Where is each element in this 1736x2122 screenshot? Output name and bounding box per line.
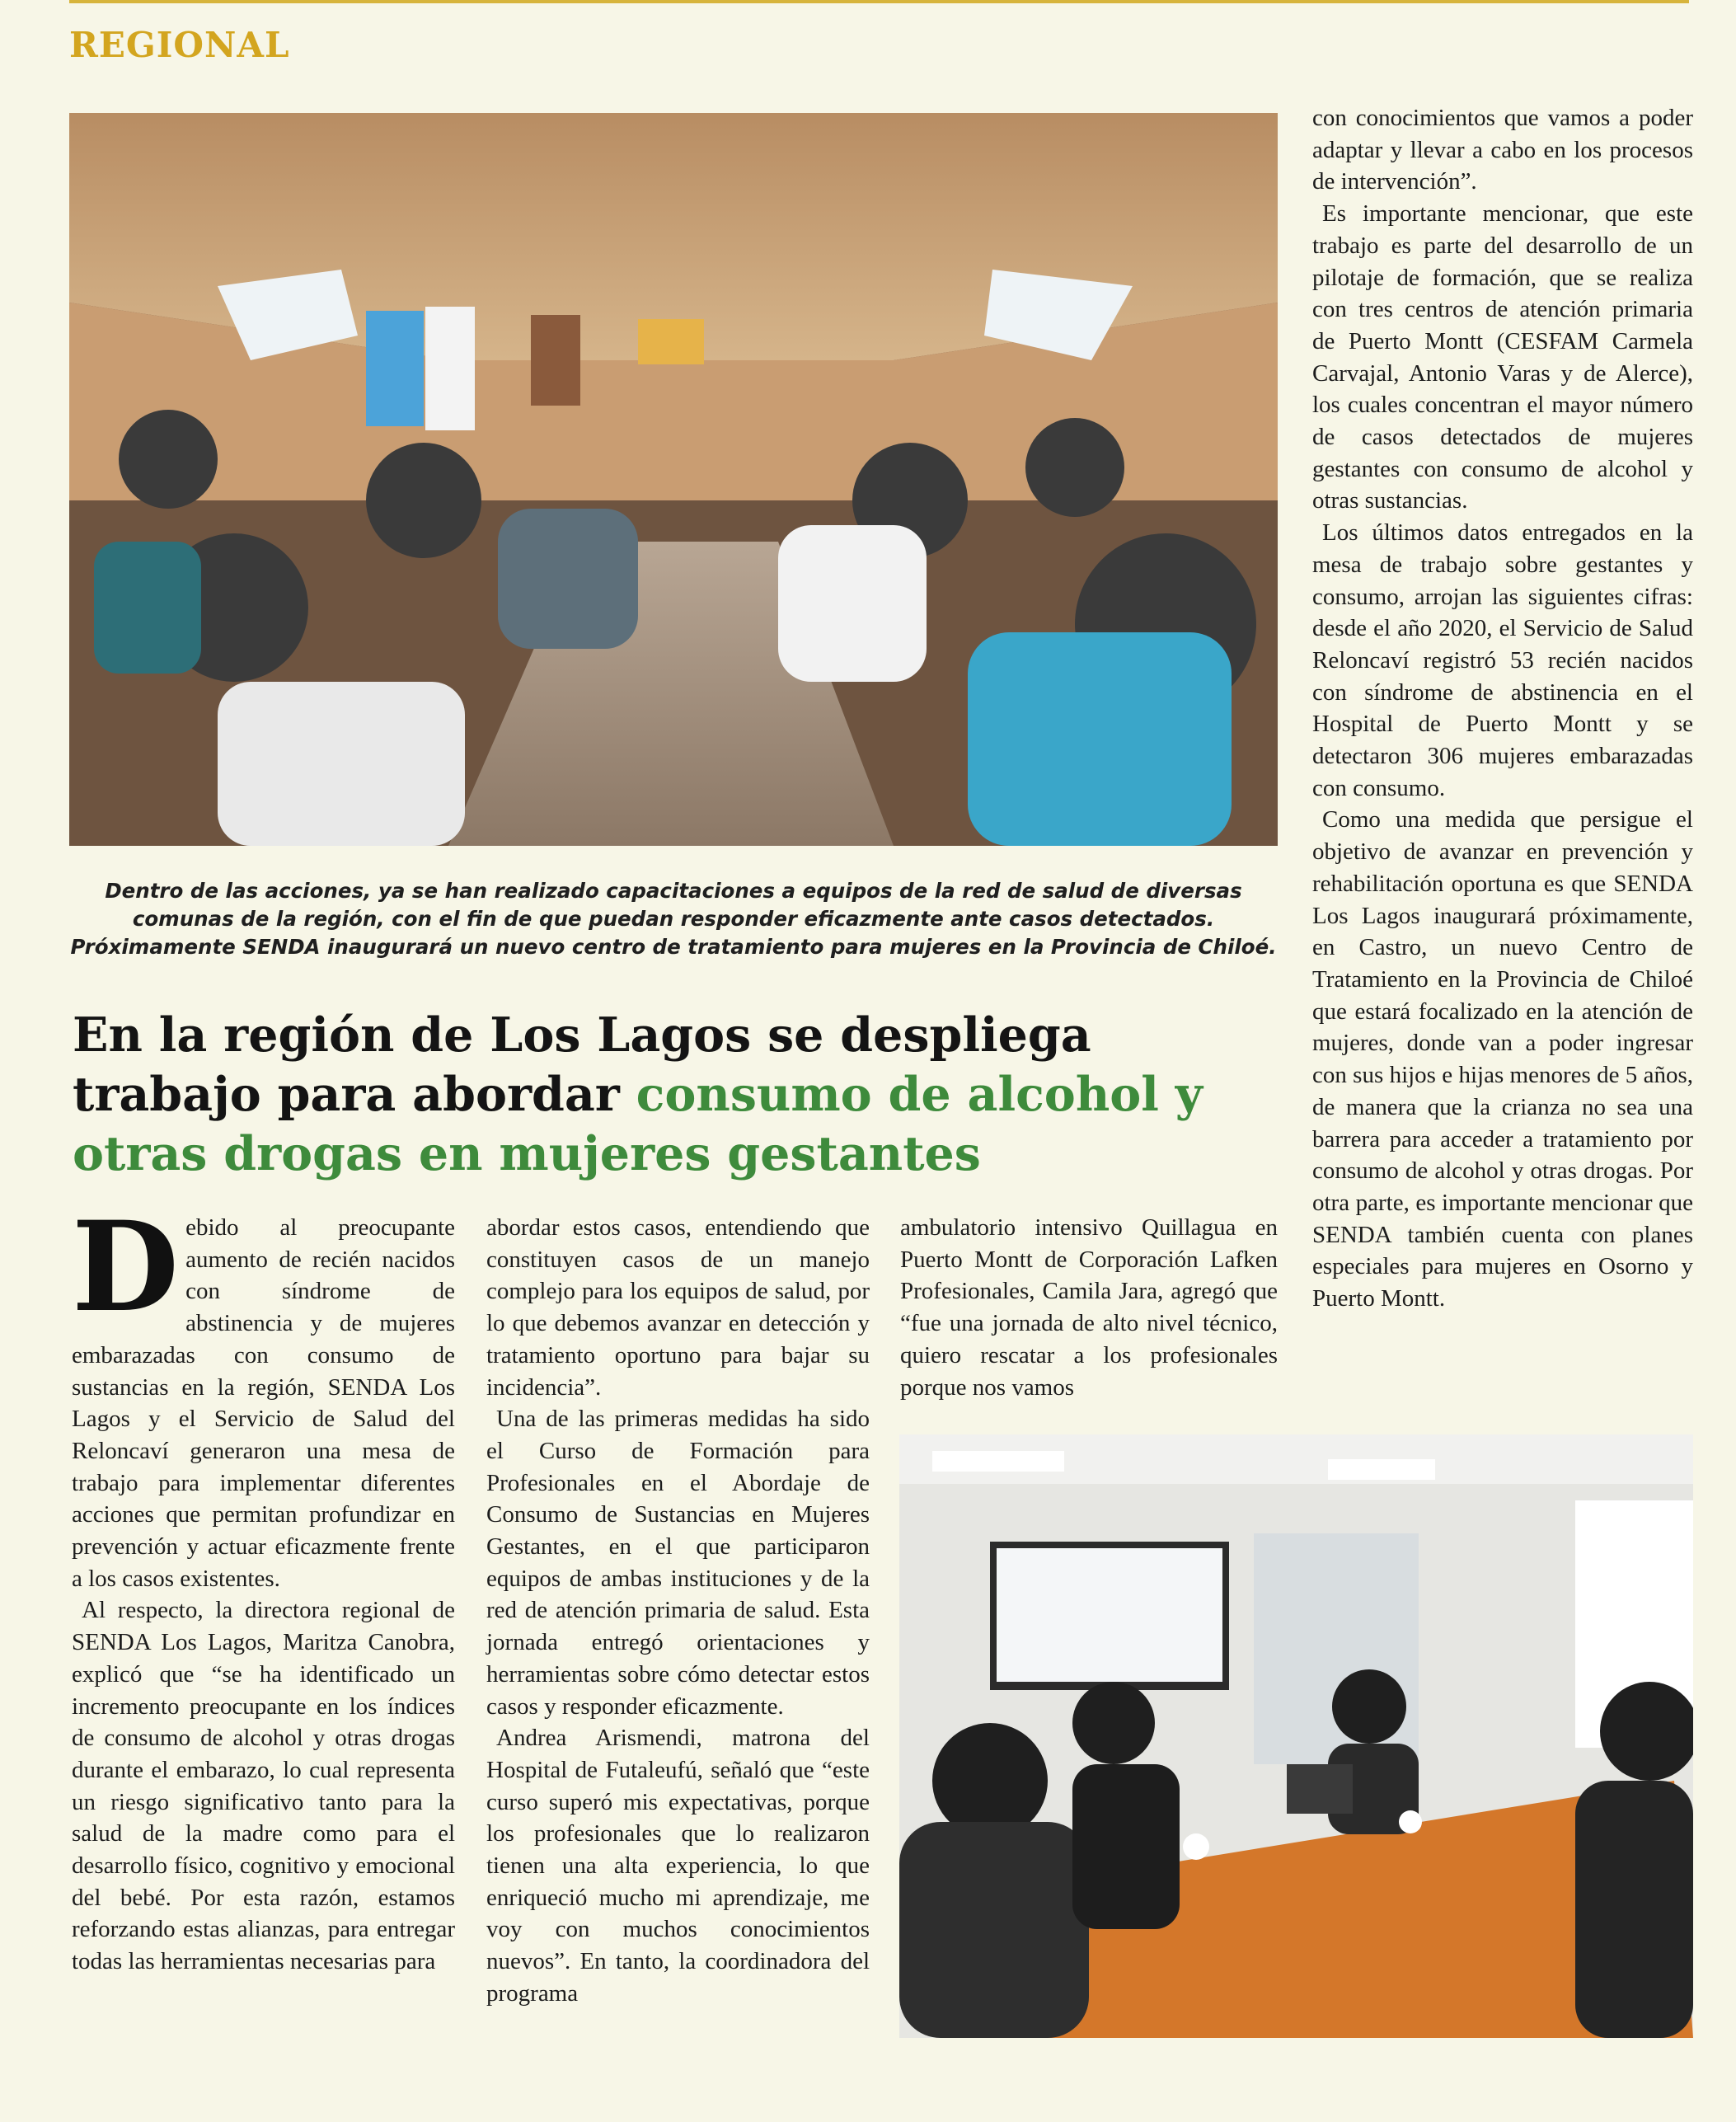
paragraph: Al respecto, la directora regional de SENDA Los Lagos, Maritza Canobra, explicó que “se ha identificado un incremento preocupante en los índices de consumo de alcohol y otras drogas durante el embarazo, lo cual representa un riesgo significativo tanto para la salud de la madre como para el desarrollo físico, cognitivo y emocional del bebé. Por esta razón, estamos reforzando estas alianzas, para entregar todas las herramientas necesarias para bbox=[72, 1597, 455, 1975]
headline bbox=[73, 1006, 1276, 1184]
paragraph: Andrea Arismendi, matrona del Hospital de Futaleufú, señaló que “este curso superó mis expectativas, porque los profesionales que lo realizaron tienen una alta experiencia, lo que enriqueció mucho mi aprendizaje, me voy con muchos conocimientos nuevos”. En tanto, la coordinadora del programa bbox=[486, 1725, 870, 2007]
paragraph: con conocimientos que vamos a poder adaptar y llevar a cabo en los procesos de intervención”. bbox=[1312, 105, 1693, 195]
top-rule bbox=[69, 0, 1689, 3]
headline-part1: En la región de Los Lagos se despliega trabajo para abordar bbox=[73, 1007, 1091, 1122]
paragraph: Debido al preocupante aumento de recién nacidos con síndrome de abstinencia y de mujeres embarazadas con consumo de sustancias en la región, SENDA Los Lagos y el Servicio de Salud del Reloncaví generaron una mesa de trabajo para implementar diferentes acciones que permitan profundizar en prevención y actuar eficazmente frente a los casos existentes. bbox=[72, 1195, 455, 1592]
paragraph: Como una medida que persigue el objetivo de avanzar en prevención y rehabilitación oportuna es que SENDA Los Lagos inaugurará próximamente, en Castro, un nuevo Centro de Tratamiento en la Provincia de Chiloé que estará focalizado en la atención de mujeres, donde van a poder ingresar con sus hijos e hijas menores de 5 años, de manera que la crianza no sea una barrera para acceder a tratamiento por consumo de alcohol y otras drogas. Por otra parte, es importante mencionar que SENDA también cuenta con planes especiales para mujeres en Osorno y Puerto Montt. bbox=[1312, 806, 1693, 1312]
headline-part2: consumo de alcohol y otras drogas en mujeres gestantes bbox=[73, 1067, 1203, 1181]
paragraph: Una de las primeras medidas ha sido el Curso de Formación para Profesionales en el Abordaje de Consumo de Sustancias en Mujeres Gestantes, en el que participaron equipos de ambas instituciones y de la red de atención primaria de salud. Esta jornada entregó orientaciones y herramientas sobre cómo detectar estos casos y responder eficazmente. bbox=[486, 1406, 870, 1720]
section-label: REGIONAL bbox=[69, 25, 290, 65]
paragraph: Los últimos datos entregados en la mesa de trabajo sobre gestantes y consumo, arrojan las siguientes cifras: desde el año 2020, el Servicio de Salud Reloncaví registró 53 recién nacidos con síndrome de abstinencia en el Hospital de Puerto Montt y se detectaron 306 mujeres embarazadas con consumo. bbox=[1312, 519, 1693, 801]
paragraph: Es importante mencionar, que este trabajo es parte del desarrollo de un pilotaje de formación, que se realiza con tres centros de atención primaria de Puerto Montt (CESFAM Carmela Carvajal, Antonio Varas y de Alerce), los cuales concentran el mayor número de casos detectados de mujeres gestantes con consumo de alcohol y otras sustancias. bbox=[1312, 200, 1693, 514]
photo-caption: Dentro de las acciones, ya se han realizado capacitaciones a equipos de la red de salud de diversas comunas de la región, con el fin de que puedan responder eficazmente ante casos detectados. Próximamente SENDA inaugurará un nuevo centro de tratamiento para mujeres en la Provincia de Chiloé. bbox=[70, 879, 1277, 959]
drop-cap: D bbox=[72, 1195, 180, 1340]
paragraph: abordar estos casos, entendiendo que constituyen casos de un manejo complejo para los equipos de salud, por lo que debemos avanzar en detección y tratamiento oportuno para bajar su incidencia”. bbox=[486, 1214, 870, 1401]
paragraph: ambulatorio intensivo Quillagua en Puerto Montt de Corporación Lafken Profesionales, Camila Jara, agregó que “fue una jornada de alto nivel técnico, quiero rescatar a los profesionales porque nos vamos bbox=[900, 1214, 1278, 1401]
article-column-3 bbox=[900, 1212, 1278, 1403]
article-column-4 bbox=[1312, 102, 1693, 1315]
training-room-photo bbox=[69, 113, 1278, 846]
article-column-2 bbox=[486, 1212, 870, 2010]
meeting-table-photo bbox=[899, 1434, 1693, 2038]
article-column-1 bbox=[72, 1195, 455, 1978]
